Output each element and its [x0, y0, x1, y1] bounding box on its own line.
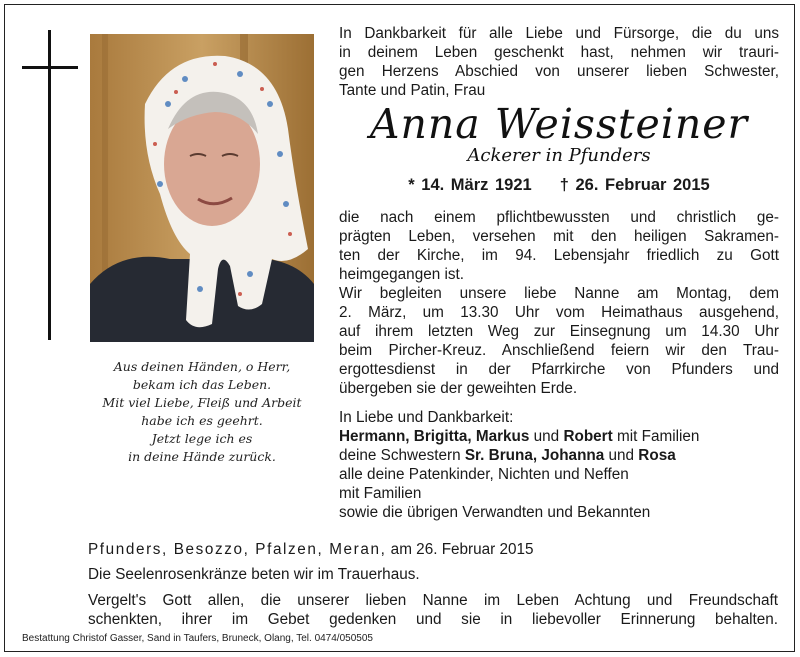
conjunction: und [529, 428, 564, 445]
place-date: am 26. Februar 2015 [386, 541, 534, 558]
mourners-heading: In Liebe und Dankbarkeit: [339, 409, 514, 426]
places-date-line [88, 540, 788, 559]
body-line: auf ihrem letzten Weg zur Einsegnung um 14.30 Uhr [339, 323, 779, 340]
cross-icon [48, 30, 51, 340]
poem-line: bekam ich das Leben. [132, 377, 272, 392]
intro-line: Tante und Patin, Frau [339, 82, 486, 99]
funeral-home-footer: Bestattung Christof Gasser, Sand in Taufers, Bruneck, Olang, Tel. 0474/050505 [22, 633, 373, 644]
places: Pfunders, Besozzo, Pfalzen, Meran, [88, 541, 387, 558]
body-text [339, 208, 779, 398]
life-dates [339, 174, 779, 196]
poem-line: Jetzt lege ich es [151, 431, 253, 446]
body-line: übergeben sie der geweihten Erde. [339, 380, 578, 397]
mourner-prefix: deine Schwestern [339, 447, 465, 464]
intro-line: in deinem Leben geschenkt hast, nehmen wir trauri- [339, 44, 779, 61]
intro-line: gen Herzens Abschied von unserer lieben Schwester, [339, 63, 779, 80]
thanks-line: Vergelt's Gott allen, die unserer lieben Nanne im Leben Achtung und Freundschaft [88, 592, 778, 609]
body-line: 2. März, um 13.30 Uhr vom Heimathaus ausgehend, [339, 304, 779, 321]
body-line: die nach einem pflichtbewussten und christlich ge- [339, 209, 779, 226]
mourners-line: sowie die übrigen Verwandten und Bekannten [339, 504, 651, 521]
mourners-line [339, 427, 779, 446]
deceased-name: Anna Weissteiner [369, 100, 749, 148]
poem-line: habe ich es geehrt. [141, 413, 263, 428]
thanks-text [88, 591, 778, 629]
intro-line: In Dankbarkeit für alle Liebe und Fürsorge, die du uns [339, 25, 779, 42]
poem-line: Aus deinen Händen, o Herr, [113, 359, 291, 374]
mourner-name: Robert [563, 428, 613, 445]
mourners-line [339, 446, 779, 465]
poem [90, 358, 314, 466]
mourners-line: mit Familien [339, 485, 422, 502]
body-line: ten der Kirche, im 94. Lebensjahr friedlich zu Gott [339, 247, 779, 264]
mourner-suffix: mit Familien [612, 428, 700, 445]
mourners-line: alle deine Patenkinder, Nichten und Neffen [339, 466, 629, 483]
body-line: Wir begleiten unsere liebe Nanne am Montag, dem [339, 285, 779, 302]
deceased-occupation: Ackerer in Pfunders [467, 145, 651, 166]
portrait-photo [90, 34, 314, 342]
conjunction: und [604, 447, 639, 464]
rosary-note: Die Seelenrosenkränze beten wir im Trauerhaus. [88, 566, 420, 583]
mourner-names: Hermann, Brigitta, Markus [339, 428, 530, 445]
body-line: beim Pircher-Kreuz. Anschließend feiern wir den Trau- [339, 342, 779, 359]
poem-line: in deine Hände zurück. [128, 449, 276, 464]
cross-icon-bar [22, 66, 78, 69]
body-line: heimgegangen ist. [339, 266, 465, 283]
thanks-line: schenkten, ihrer im Gebet gedenken und sie in liebevoller Erinnerung behalten. [88, 611, 778, 628]
body-line: prägten Leben, versehen mit den heiligen Sakramen- [339, 228, 779, 245]
mourner-names: Sr. Bruna, Johanna [464, 447, 605, 464]
mourner-name: Rosa [638, 447, 676, 464]
birth-date: * 14. März 1921 [408, 176, 532, 194]
poem-line: Mit viel Liebe, Fleiß und Arbeit [102, 395, 302, 410]
intro-text [339, 24, 779, 100]
death-date: † 26. Februar 2015 [559, 176, 710, 194]
mourners-list [339, 408, 779, 522]
body-line: ergottesdienst in der Pfarrkirche von Pfunders und [339, 361, 779, 378]
